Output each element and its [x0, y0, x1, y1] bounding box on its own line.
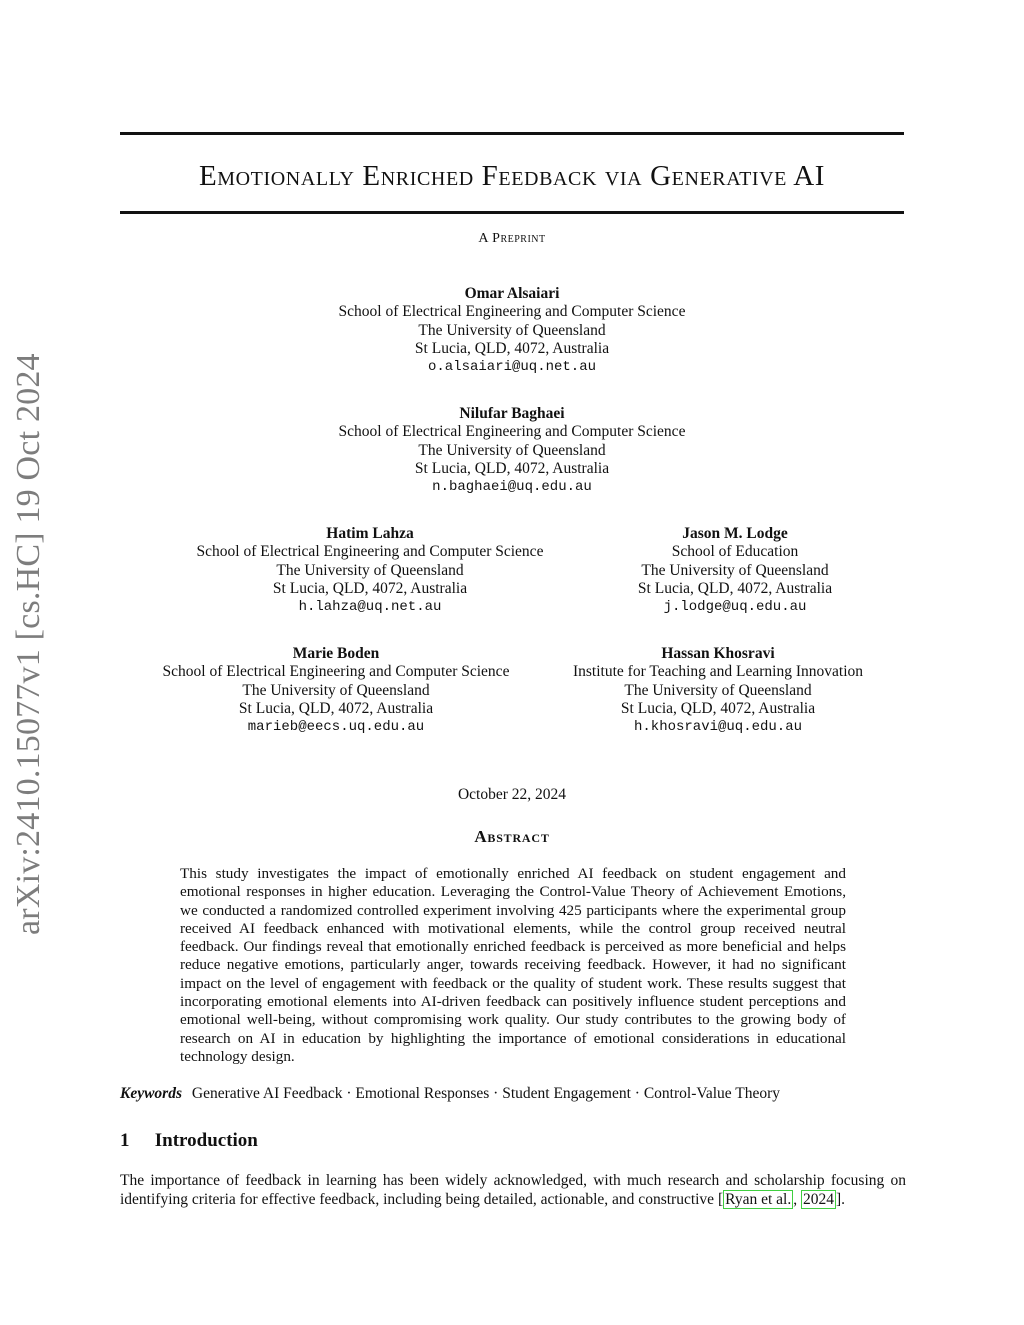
author-univ: The University of Queensland — [276, 561, 464, 579]
keywords-line — [120, 1085, 904, 1103]
author-address: St Lucia, QLD, 4072, Australia — [238, 699, 434, 717]
author-univ: The University of Queensland — [242, 681, 430, 699]
abstract-text: This study investigates the impact of emotionally enriched AI feedback on student engagement and emotional responses in higher education. Leveraging the Control-Value Theory of Achievement Emotions, we conducted a randomized controlled experiment involving 425 participants where the experimental group received AI feedback enhanced with motivational elements, while the control group received neutral feedback. Our findings reveal that emotionally enriched feedback is perceived as more beneficial and helps reduce negative emotions, particularly anger, towards receiving feedback. However, it had no significant impact on the level of engagement with feedback or the quality of student work. These results suggest that incorporating emotional elements into AI-driven feedback can positively influence student perceptions and emotional well-being, without compromising work quality. Our study contributes to the growing body of research on AI in education by highlighting the importance of emotional considerations in educational technology design. — [180, 865, 846, 1065]
section-title: Introduction — [154, 1130, 258, 1151]
author-univ: The University of Queensland — [624, 681, 812, 699]
author-address: St Lucia, QLD, 4072, Australia — [414, 459, 610, 477]
author-address: St Lucia, QLD, 4072, Australia — [637, 579, 833, 597]
author-block — [262, 405, 762, 496]
abstract-heading: Abstract — [474, 827, 550, 846]
author-dept: School of Electrical Engineering and Computer Science — [162, 663, 510, 681]
title-top-rule — [120, 132, 904, 135]
author-name: Marie Boden — [292, 645, 380, 662]
author-block — [580, 525, 890, 616]
author-dept: School of Electrical Engineering and Computer Science — [196, 543, 544, 561]
author-address: St Lucia, QLD, 4072, Australia — [272, 579, 468, 597]
citation-link-year[interactable]: 2024 — [802, 1190, 834, 1208]
citation-link-authors[interactable]: Ryan et al. — [725, 1190, 792, 1208]
author-dept: School of Electrical Engineering and Computer Science — [338, 303, 686, 321]
section-number: 1 — [120, 1130, 130, 1151]
author-univ: The University of Queensland — [641, 561, 829, 579]
author-email[interactable]: j.lodge@uq.edu.au — [663, 599, 807, 616]
author-email[interactable]: h.khosravi@uq.edu.au — [633, 719, 803, 736]
author-block — [548, 645, 888, 736]
author-email[interactable]: n.baghaei@uq.edu.au — [432, 479, 592, 496]
author-block — [262, 285, 762, 376]
arxiv-identifier: arXiv:2410.15077v1 [cs.HC] 19 Oct 2024 — [10, 353, 47, 935]
author-name: Nilufar Baghaei — [459, 405, 565, 422]
publication-date: October 22, 2024 — [457, 786, 567, 803]
author-name: Hassan Khosravi — [661, 645, 775, 662]
section-heading — [120, 1130, 258, 1152]
author-email[interactable]: marieb@eecs.uq.edu.au — [247, 719, 425, 736]
title-bottom-rule — [120, 211, 904, 214]
preprint-label: A Preprint — [478, 231, 546, 246]
author-name: Jason M. Lodge — [682, 525, 788, 542]
author-dept: School of Electrical Engineering and Computer Science — [338, 423, 686, 441]
keywords-list: Generative AI Feedback · Emotional Responses · Student Engagement · Control-Value Theory — [191, 1085, 781, 1102]
author-univ: The University of Queensland — [418, 321, 606, 339]
intro-text-end: ]. — [835, 1190, 846, 1208]
author-block — [160, 525, 580, 616]
author-name: Hatim Lahza — [326, 525, 414, 542]
author-dept: Institute for Teaching and Learning Innovation — [572, 663, 864, 681]
intro-text: The importance of feedback in learning has been widely acknowledged, with much research and scholarship focusing on identifying criteria for effective feedback, including being detailed, actionable, and constructive [ — [120, 1172, 906, 1208]
paper-title: Emotionally Enriched Feedback via Generative AI — [198, 160, 826, 192]
author-dept: School of Education — [671, 543, 799, 561]
author-name: Omar Alsaiari — [464, 285, 560, 302]
author-block — [126, 645, 546, 736]
intro-paragraph: The importance of feedback in learning has been widely acknowledged, with much research and scholarship focusing on identifying criteria for effective feedback, including being detailed, actionable, and constructive [ Ryan et al. , 2024 ]. — [120, 1172, 906, 1208]
author-email[interactable]: h.lahza@uq.net.au — [298, 599, 442, 616]
author-address: St Lucia, QLD, 4072, Australia — [414, 339, 610, 357]
keywords-label: Keywords — [120, 1085, 182, 1102]
author-email[interactable]: o.alsaiari@uq.net.au — [427, 359, 597, 376]
author-univ: The University of Queensland — [418, 441, 606, 459]
author-address: St Lucia, QLD, 4072, Australia — [620, 699, 816, 717]
